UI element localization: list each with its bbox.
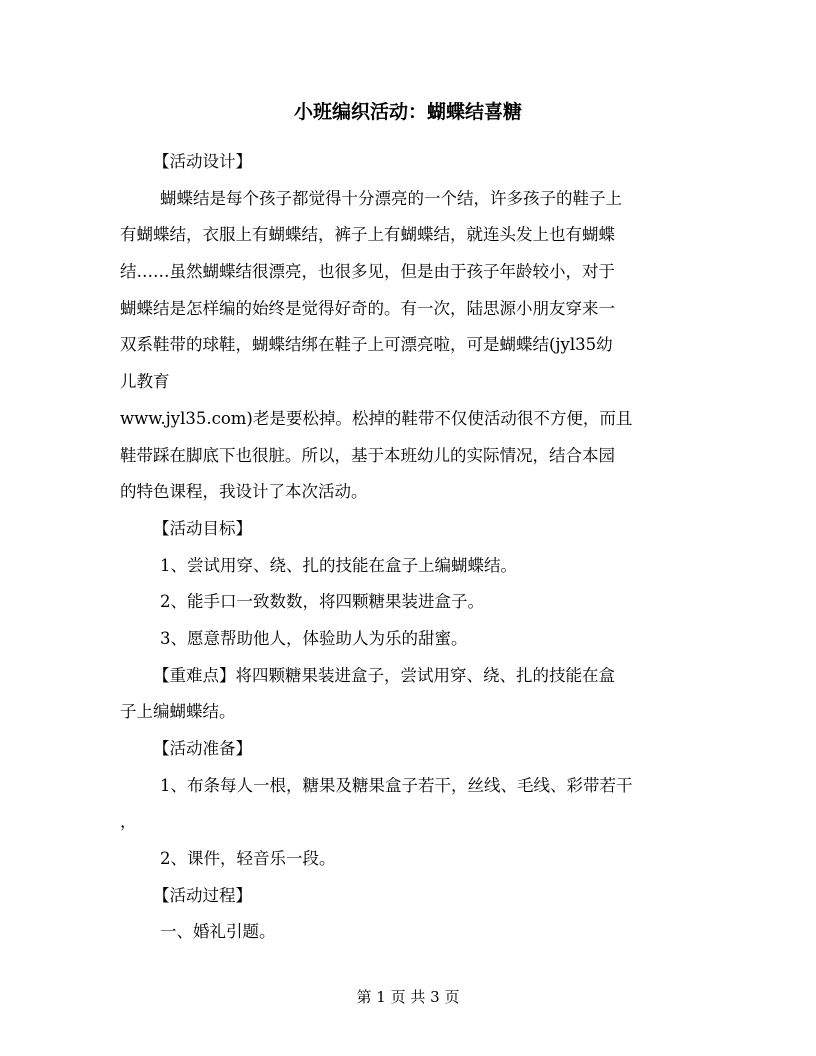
text-line: 【重难点】将四颗糖果装进盒子，尝试用穿、绕、扎的技能在盒 (153, 665, 615, 685)
text-line: 一、婚礼引题。 (160, 922, 276, 942)
text-line: 蝴蝶结是每个孩子都觉得十分漂亮的一个结，许多孩子的鞋子上 (160, 188, 622, 208)
document-body (120, 144, 700, 951)
text-line: 【活动准备】 (153, 739, 252, 758)
text-line: ， (120, 812, 137, 832)
page-footer: 第 1 页 共 3 页 (356, 988, 460, 1006)
text-line: 子上编蝴蝶结。 (120, 702, 236, 722)
text-line: www.jyl35.com)老是要松掉。松掉的鞋带不仅使活动很不方便，而且 (120, 408, 633, 428)
text-line: 3、愿意帮助他人，体验助人为乐的甜蜜。 (160, 628, 468, 648)
text-line: 有蝴蝶结，衣服上有蝴蝶结，裤子上有蝴蝶结，就连头发上也有蝴蝶 (120, 225, 615, 245)
text-line: 的特色课程，我设计了本次活动。 (120, 482, 368, 502)
text-line: 【活动过程】 (153, 885, 252, 905)
text-line: 蝴蝶结是怎样编的始终是觉得好奇的。有一次，陆思源小朋友穿来一 (120, 298, 615, 318)
text-line: 双系鞋带的球鞋，蝴蝶结绑在鞋子上可漂亮啦，可是蝴蝶结(jyl35幼 (120, 335, 613, 355)
text-line: 【活动设计】 (153, 152, 252, 171)
text-line: 鞋带踩在脚底下也很脏。所以，基于本班幼儿的实际情况，结合本园 (120, 445, 615, 465)
text-line: 结……虽然蝴蝶结很漂亮，也很多见，但是由于孩子年龄较小，对于 (120, 262, 615, 282)
text-line: 2、课件，轻音乐一段。 (160, 849, 336, 869)
text-line: 1、尝试用穿、绕、扎的技能在盒子上编蝴蝶结。 (160, 555, 517, 575)
text-line: 2、能手口一致数数，将四颗糖果装进盒子。 (160, 592, 484, 612)
text-line: 儿教育 (120, 372, 170, 392)
document-title: 小班编织活动：蝴蝶结喜糖 (293, 101, 522, 123)
text-line: 1、布条每人一根，糖果及糖果盒子若干，丝线、毛线、彩带若干 (160, 775, 633, 795)
text-line: 【活动目标】 (153, 518, 252, 538)
